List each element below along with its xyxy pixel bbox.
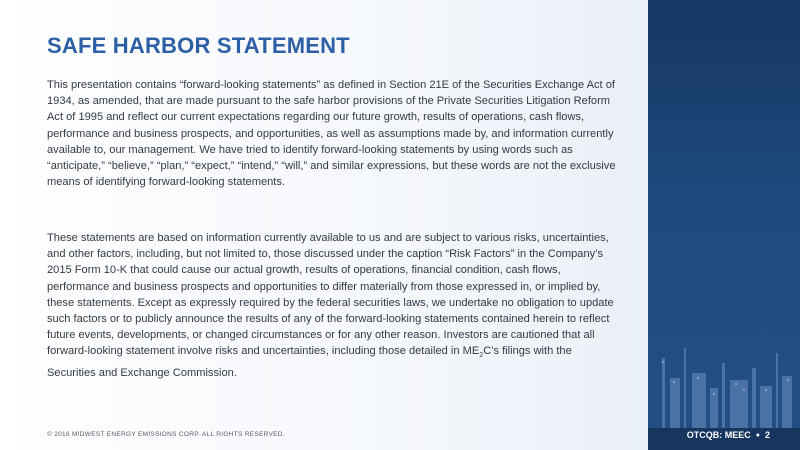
paragraph-risks-text: These statements are based on information currently available to us and are subject to various risks, uncertainties, and other factors, including, but not limited to, those discussed under the caption “Risk Factors” in the Company’s 2015 Form 10-K that could cause our actual growth, results of operations, financial condition, cash flows, performance and business prospects and opportunities to differ materially from those expressed in, or implied by, these statements. Except as expressly required by the federal securities laws, we undertake no obligation to update such factors or to publicly announce the results of any of the forward-looking statements contained herein to reflect future events, developments, or changed circumstances or for any other reason. Investors are cautioned that all forward-looking statement involve risks and uncertainties, including those detailed in ME	[47, 232, 614, 358]
paragraph-risks-tail: C’s filings with the Securities and Exchange Commission.	[47, 345, 572, 379]
bullet-separator: ●	[755, 432, 760, 439]
subscript-2: 2	[479, 352, 484, 360]
paragraph-risks	[47, 230, 617, 381]
slide-title: SAFE HARBOR STATEMENT	[47, 33, 350, 58]
ticker-symbol: OTCQB: MEEC	[686, 430, 751, 440]
paragraph-forward-looking: This presentation contains “forward-looking statements” as defined in Section 21E of the Securities Exchange Act of 1934, as amended, that are made pursuant to the safe harbor provisions of the Private Securities Litigation Reform Act of 1995 and reflect our current expectations regarding our future growth, results of operations, cash flows, performance and business prospects, and opportunities, as well as assumptions made by, and information currently available to, our management. We have tried to identify forward-looking statements by using words such as “anticipate,” “believe,” “plan,” “expect,” “intend,” “will,” and similar expressions, but these words are not the exclusive means of identifying forward-looking statements.	[47, 79, 616, 189]
side-panel	[648, 0, 800, 450]
page-number: 2	[764, 430, 770, 440]
footer-ticker	[687, 430, 770, 440]
copyright-notice: © 2016 MIDWEST ENERGY EMISSIONS CORP. ALL RIGHTS RESERVED.	[47, 431, 285, 438]
industrial-skyline-icon	[648, 318, 800, 428]
